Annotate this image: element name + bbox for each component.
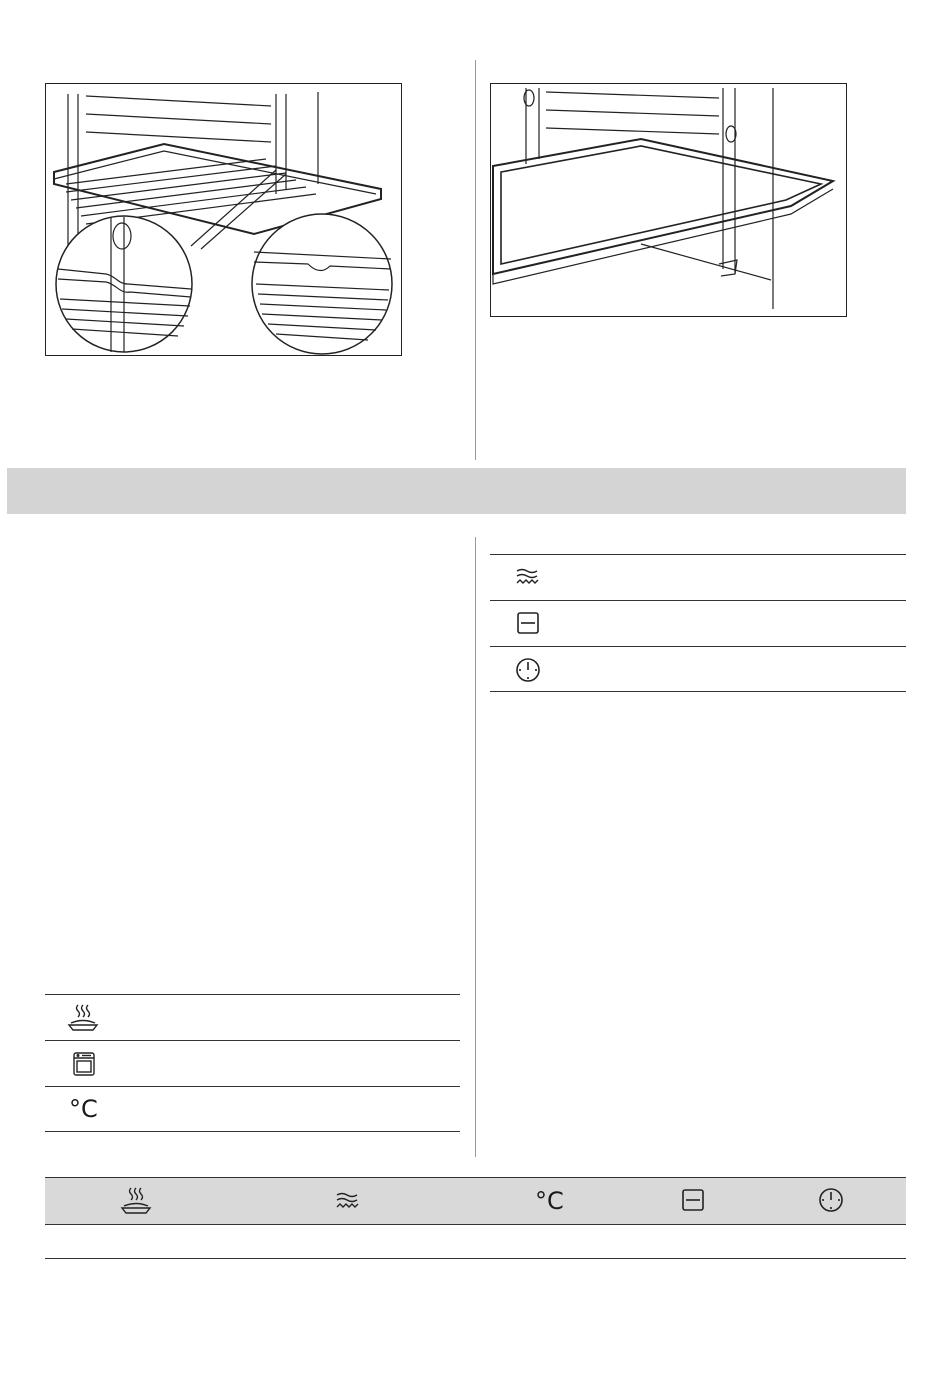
heat-up-indicator-icon xyxy=(515,567,541,587)
function-table-header xyxy=(45,1177,906,1225)
heating-function-icon xyxy=(120,1186,152,1216)
heating-function-icon xyxy=(67,1003,99,1033)
symbol-row xyxy=(45,1040,460,1086)
section-heading-band xyxy=(7,468,906,514)
clock-icon xyxy=(818,1187,844,1213)
left-symbol-table xyxy=(45,994,460,1131)
column-divider-top xyxy=(475,60,476,460)
pan-illustration xyxy=(490,83,847,317)
shelf-illustration xyxy=(45,83,402,356)
symbol-row xyxy=(490,646,906,692)
heat-up-indicator-icon xyxy=(335,1191,361,1211)
minus-display-icon xyxy=(681,1188,705,1212)
function-table-row xyxy=(45,1225,906,1259)
symbol-row xyxy=(45,994,460,1040)
symbol-row xyxy=(490,554,906,600)
oven-icon xyxy=(72,1051,96,1077)
symbol-row xyxy=(45,1086,460,1132)
temperature-icon: °C xyxy=(535,1187,564,1215)
column-divider-bottom xyxy=(475,537,476,1157)
clock-icon xyxy=(515,657,541,683)
minus-display-icon xyxy=(516,611,540,635)
right-symbol-table xyxy=(490,554,906,691)
symbol-row xyxy=(490,600,906,646)
temperature-icon: °C xyxy=(69,1095,98,1123)
